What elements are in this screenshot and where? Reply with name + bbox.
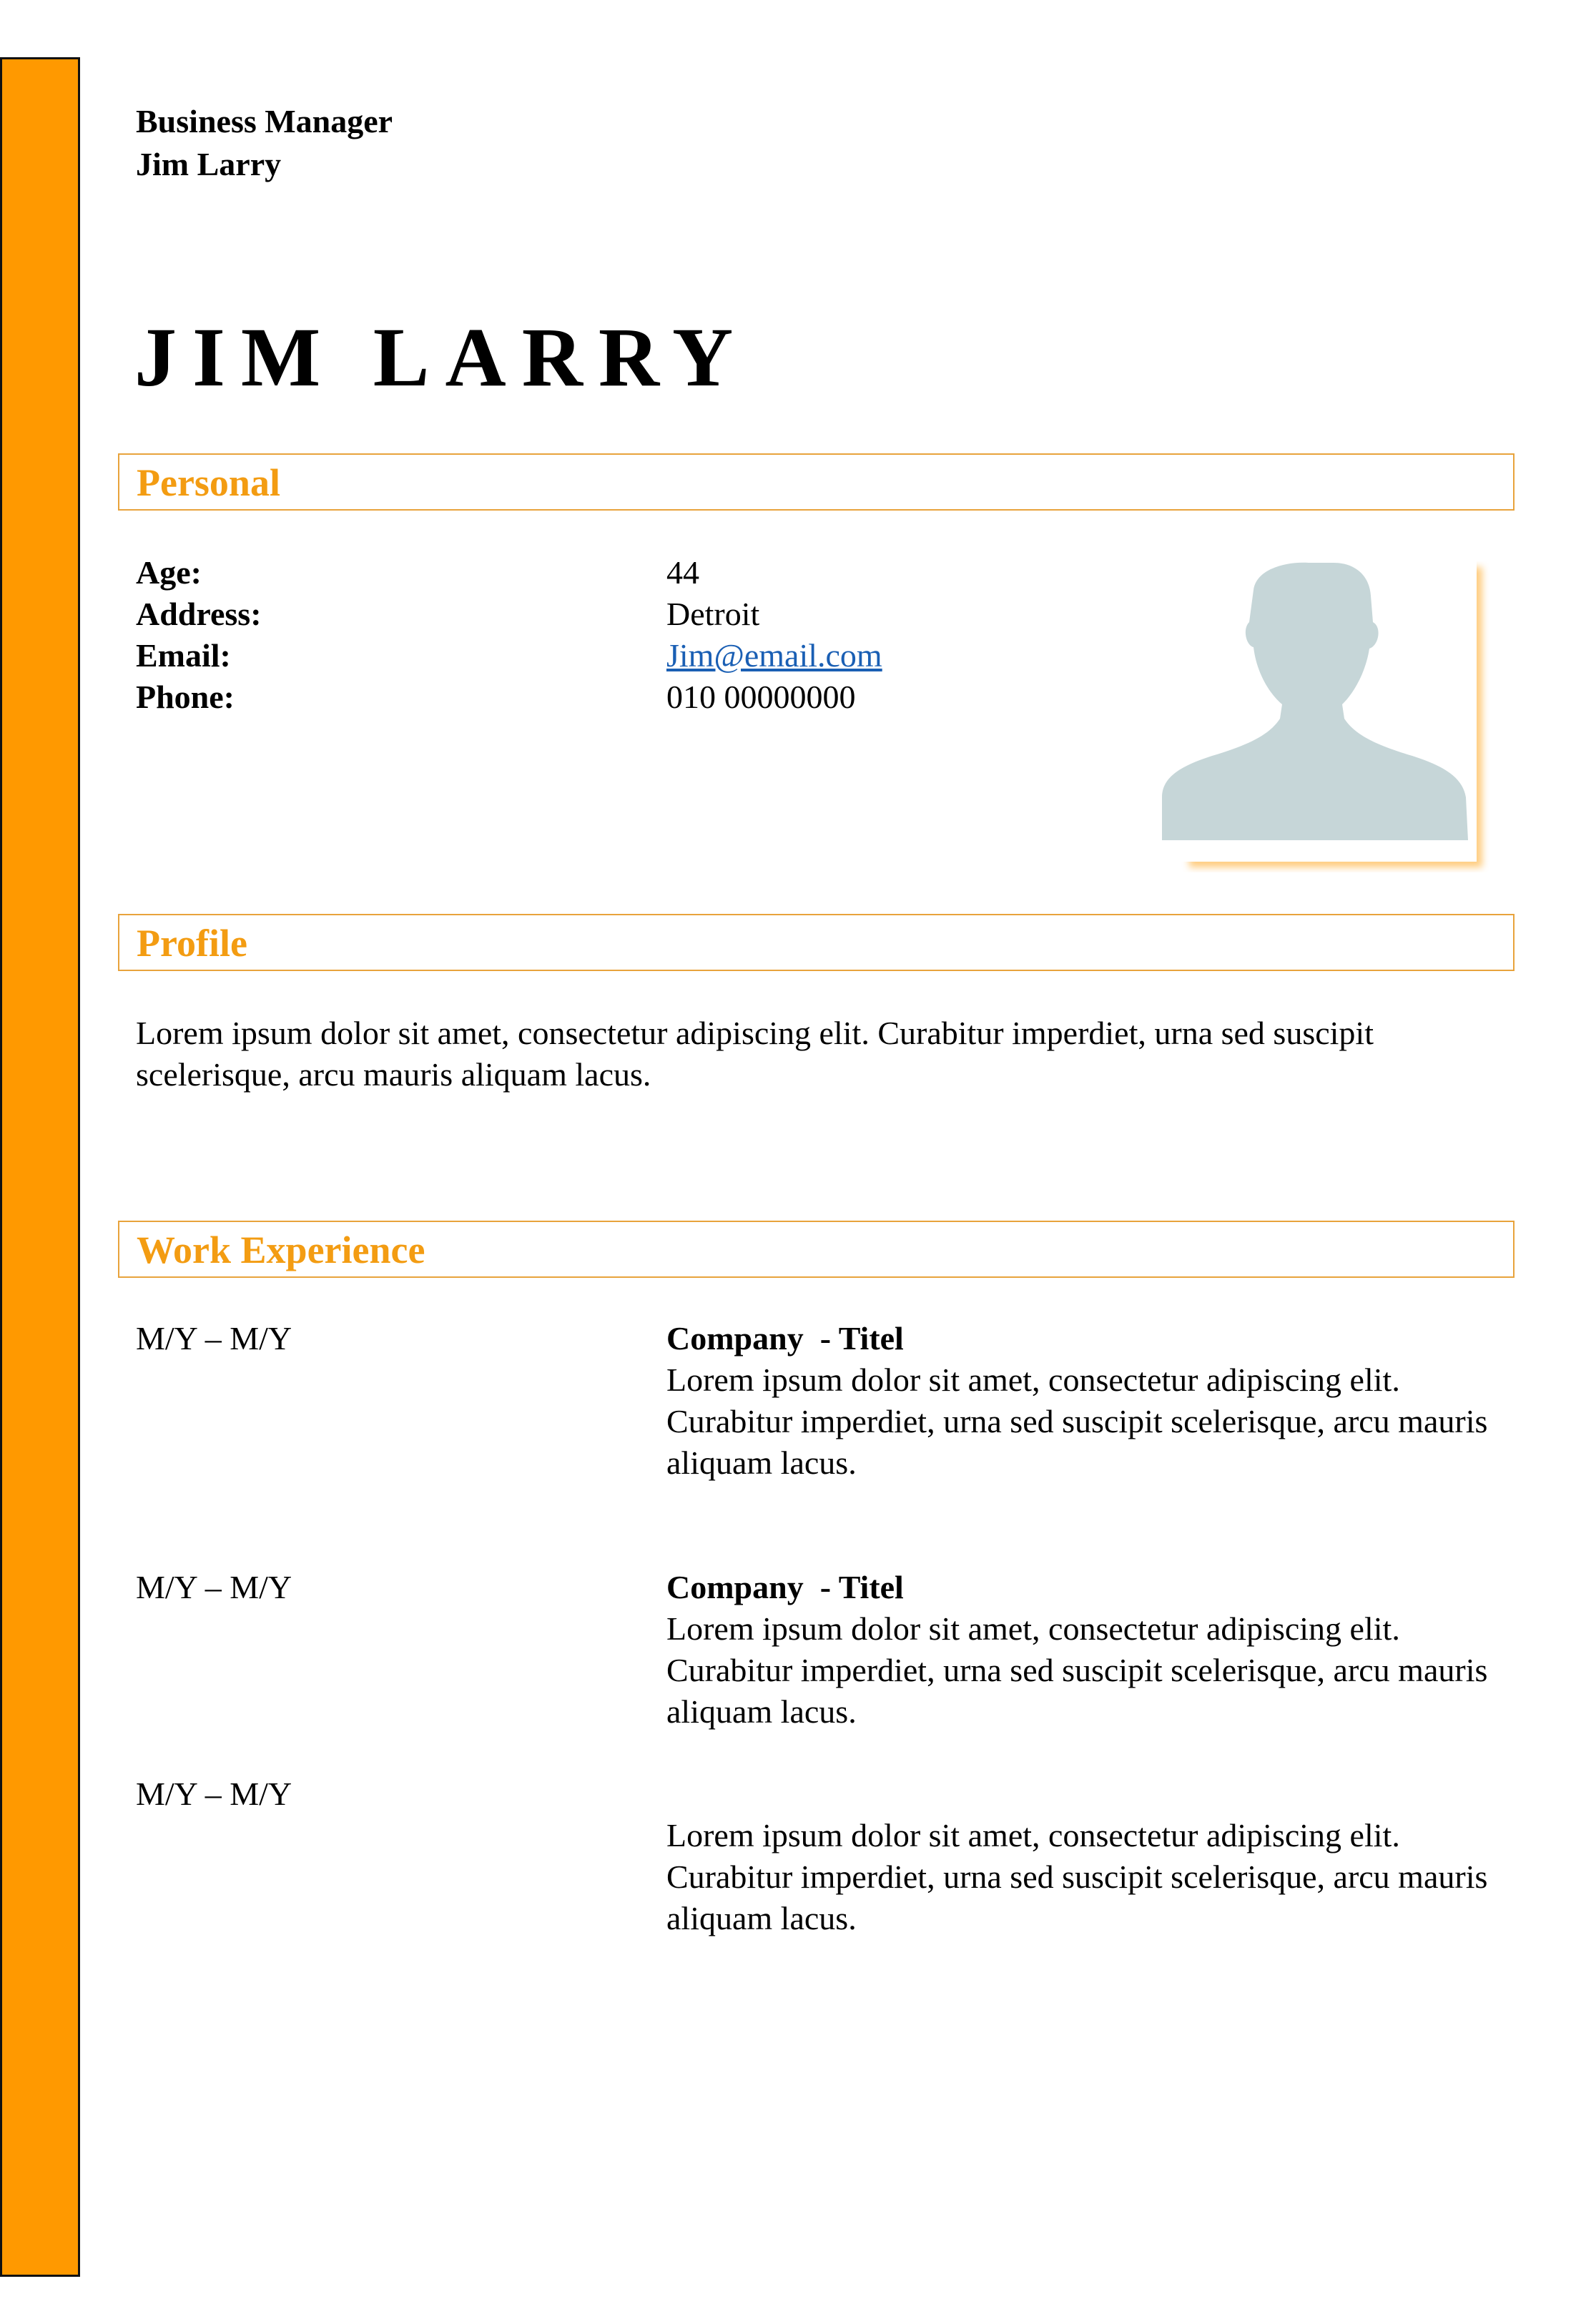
work-date: M/Y – M/Y (136, 1776, 292, 1812)
phone-label: Phone: (136, 679, 235, 715)
work-date: M/Y – M/Y (136, 1569, 292, 1605)
section-title-work: Work Experience (137, 1229, 425, 1271)
page-title: JIM LARRY (134, 310, 749, 404)
section-title-personal: Personal (137, 461, 280, 504)
age-value: 44 (666, 554, 699, 591)
work-title: Company - Titel (666, 1320, 904, 1357)
accent-sidebar (0, 57, 80, 2277)
header-role: Business Manager (136, 103, 393, 139)
work-description: Lorem ipsum dolor sit amet, consectetur adipiscing elit. Curabitur imperdiet, urna sed suscipit scelerisque, arcu mauris aliquam lacus. (666, 1610, 1488, 1730)
section-work-header (118, 1221, 1515, 1278)
section-personal-header (118, 453, 1515, 511)
address-value: Detroit (666, 596, 760, 632)
work-title: Company - Titel (666, 1569, 904, 1605)
profile-text: Lorem ipsum dolor sit amet, consectetur adipiscing elit. Curabitur imperdiet, urna sed suscipit scelerisque, arcu mauris aliquam lacus. (136, 1015, 1374, 1093)
section-profile-header (118, 914, 1515, 971)
section-title-profile: Profile (137, 922, 247, 965)
profile-photo (1162, 561, 1491, 872)
work-description: Lorem ipsum dolor sit amet, consectetur adipiscing elit. Curabitur imperdiet, urna sed suscipit scelerisque, arcu mauris aliquam lacus. (666, 1817, 1488, 1936)
work-date: M/Y – M/Y (136, 1320, 292, 1357)
document-header (136, 100, 393, 186)
address-label: Address: (136, 596, 262, 632)
header-name: Jim Larry (136, 146, 282, 182)
work-description: Lorem ipsum dolor sit amet, consectetur adipiscing elit. Curabitur imperdiet, urna sed suscipit scelerisque, arcu mauris aliquam lacus. (666, 1362, 1488, 1481)
phone-value: 010 00000000 (666, 679, 856, 715)
age-label: Age: (136, 554, 202, 591)
email-label: Email: (136, 637, 231, 674)
person-silhouette-icon (1162, 561, 1491, 872)
email-link[interactable]: Jim@email.com (666, 637, 882, 674)
